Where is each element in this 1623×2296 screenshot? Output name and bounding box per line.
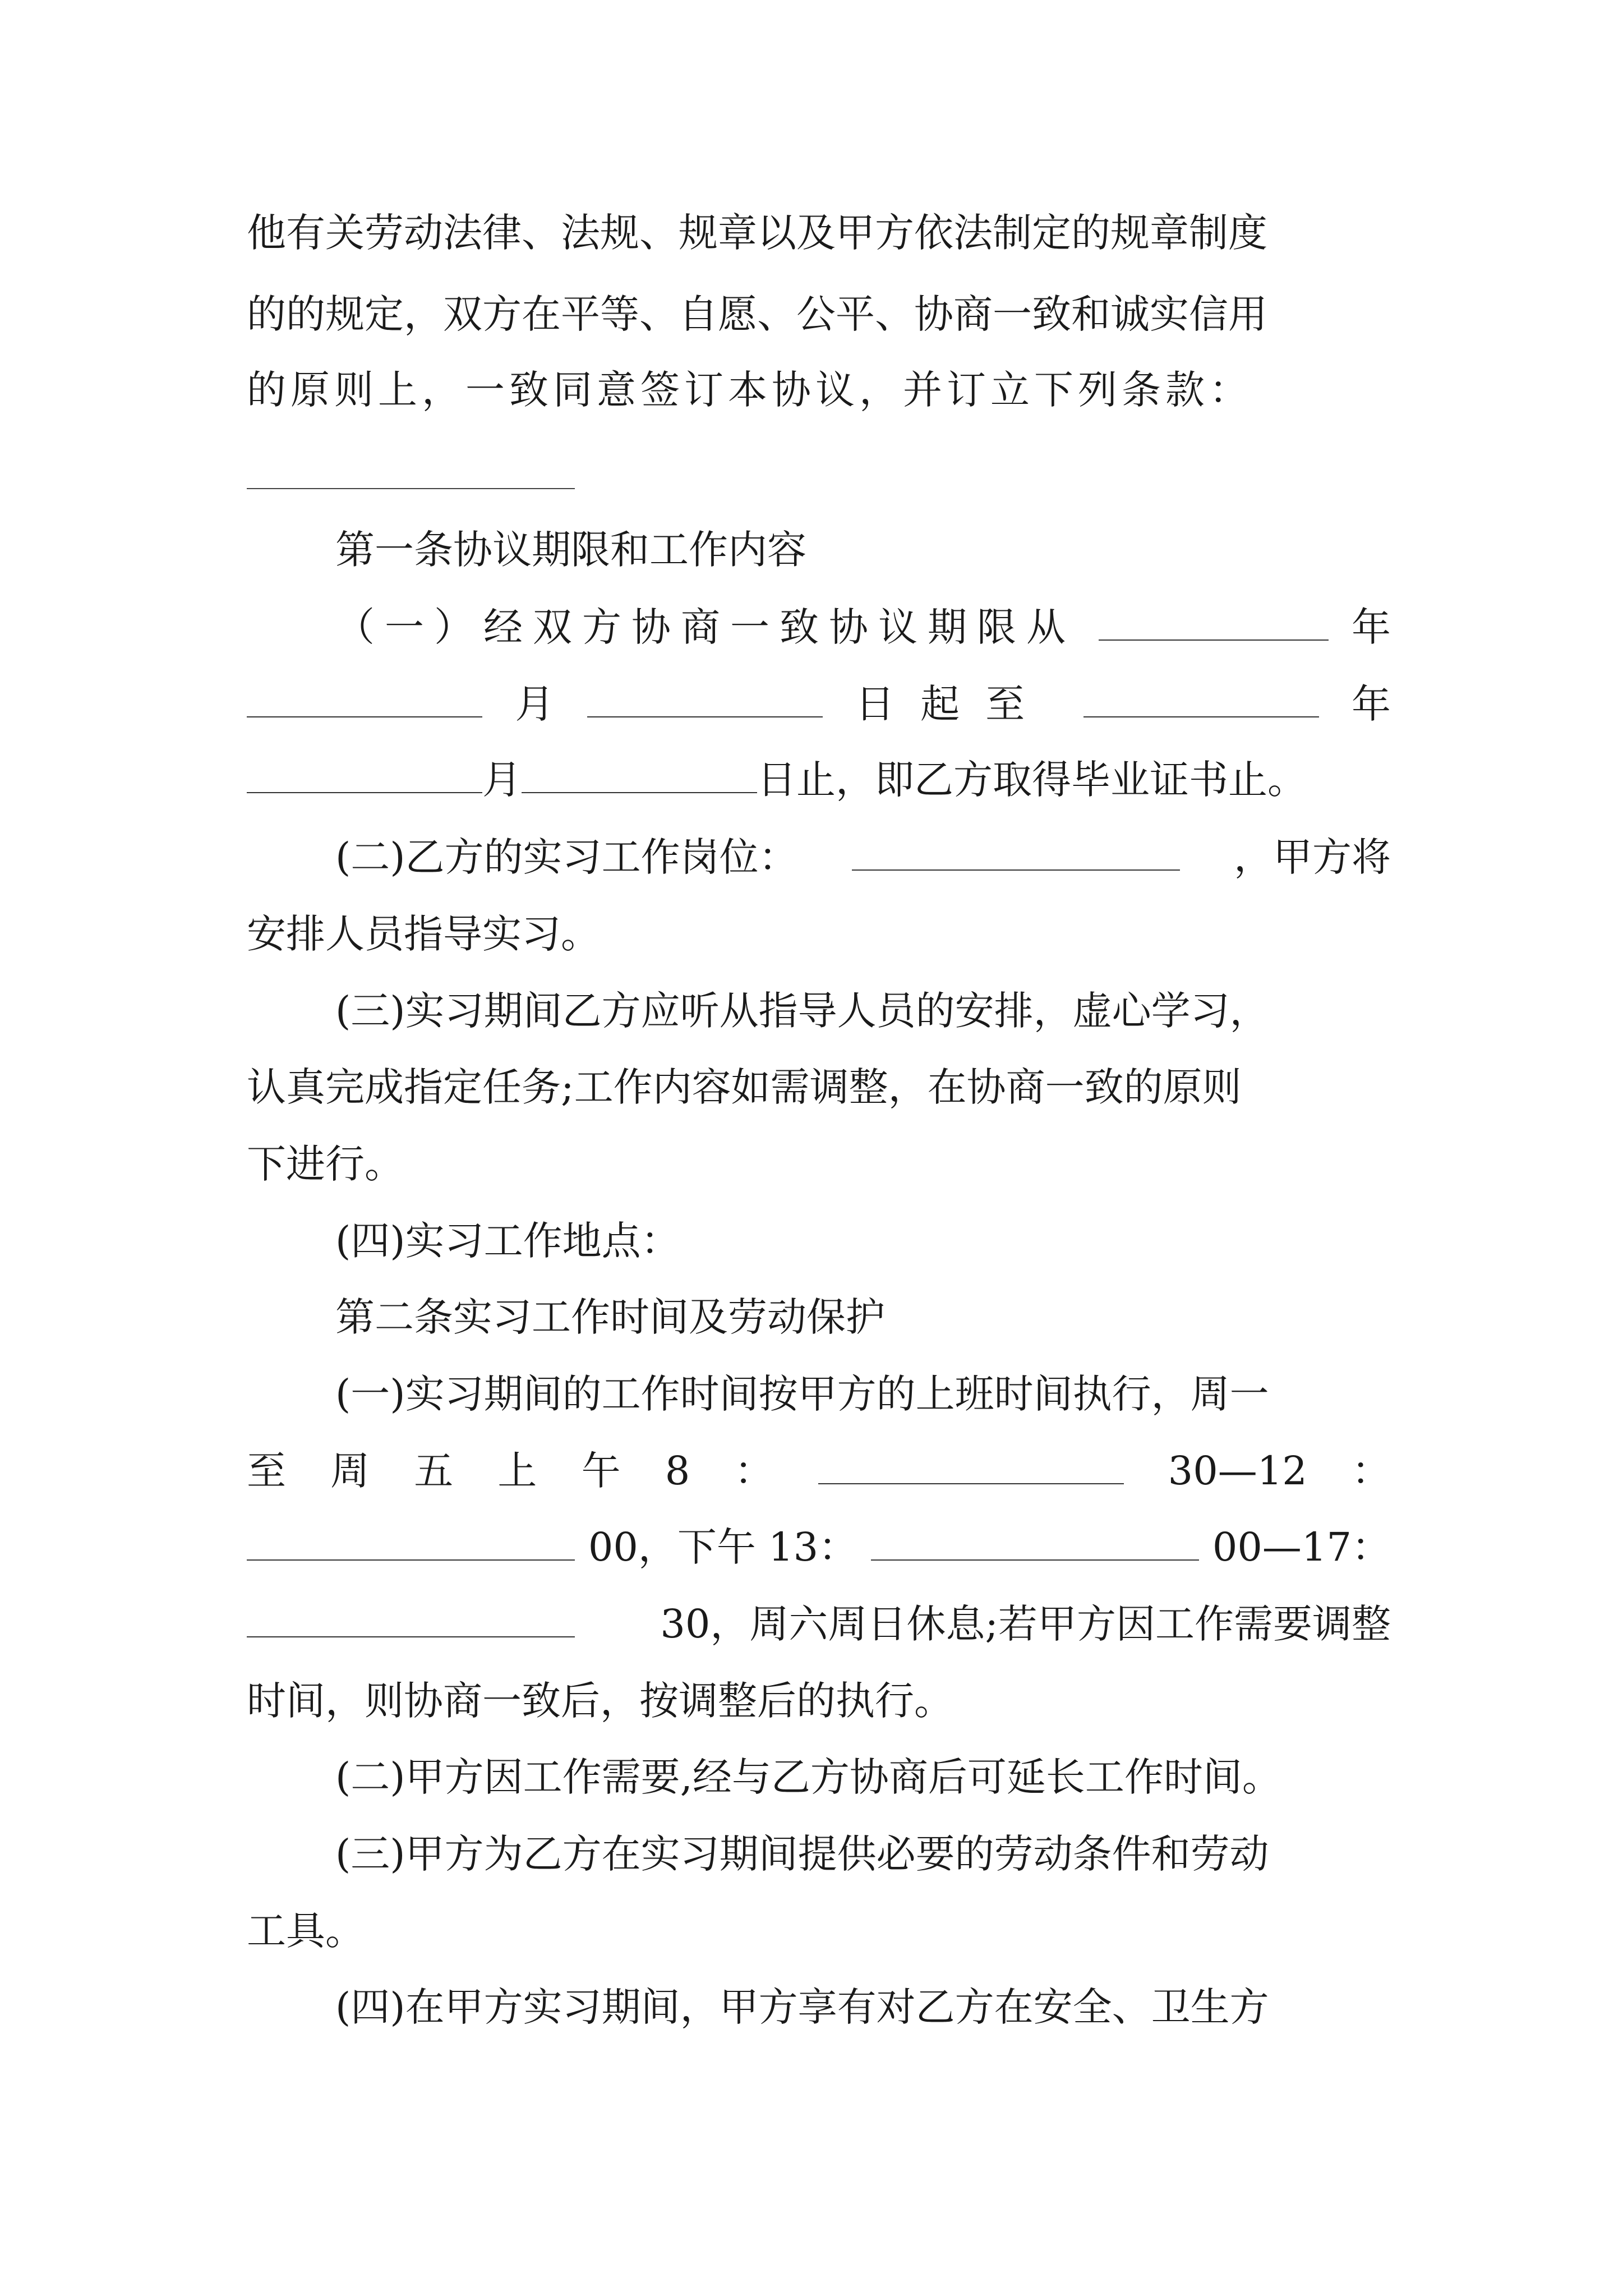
separator-line xyxy=(247,488,575,489)
text-span: 第二条实习工作时间及劳动保护 xyxy=(335,1294,885,1340)
text-span: 的原则上，一致同意签订本协议，并订立下列条款： xyxy=(247,367,1253,413)
text-span: (三)甲方为乙方在实习期间提供必要的劳动条件和劳动 xyxy=(335,1831,1269,1877)
text-line xyxy=(335,1366,1391,1422)
text-span: 月 xyxy=(515,681,555,727)
text-line xyxy=(247,362,1391,418)
text-line xyxy=(247,286,1391,342)
text-span: 时间，则协商一致后，按调整后的执行。 xyxy=(247,1678,953,1724)
text-line xyxy=(335,1826,1391,1882)
clause-2-1-line-4 xyxy=(247,1596,1391,1652)
text-span: (二)乙方的实习工作岗位： xyxy=(335,834,798,880)
blank-time xyxy=(247,1603,575,1637)
clause-1-1-line-1 xyxy=(335,599,1391,655)
blank-start-day xyxy=(587,683,823,717)
text-line xyxy=(247,1059,1391,1115)
blank-start-year xyxy=(1099,606,1329,641)
text-span: 安排人员指导实习。 xyxy=(247,911,600,957)
article-2-title xyxy=(335,1289,1391,1345)
text-line xyxy=(335,983,1391,1039)
text-span: (二)甲方因工作需要,经与乙方协商后可延长工作时间。 xyxy=(335,1754,1281,1800)
clause-1-1-line-2 xyxy=(247,676,1391,732)
clause-1-2-line-1 xyxy=(335,829,1391,885)
text-span: 认真完成指定任务;工作内容如需调整，在协商一致的原则 xyxy=(247,1064,1242,1110)
clause-2-1-line-2 xyxy=(247,1443,1391,1499)
text-span: 周 xyxy=(330,1448,370,1494)
text-span: 上 xyxy=(497,1448,537,1494)
text-line xyxy=(335,1213,1391,1269)
text-span: 00，下午 13： xyxy=(588,1524,858,1570)
text-span: 30—12 xyxy=(1168,1448,1307,1494)
text-span: （一）经双方协商一致协议期限从 xyxy=(335,604,1076,650)
blank-time xyxy=(247,1526,575,1561)
text-span: ，甲方将 xyxy=(1234,834,1391,880)
text-span: 月 xyxy=(482,757,522,803)
text-span: 工具。 xyxy=(247,1908,365,1954)
text-span: 下进行。 xyxy=(247,1141,404,1187)
blank-start-month xyxy=(247,683,482,717)
text-span: 年 xyxy=(1351,681,1391,727)
text-span: 午 xyxy=(581,1448,621,1494)
text-span: 日止，即乙方取得毕业证书止。 xyxy=(757,757,1307,803)
text-span: (三)实习期间乙方应听从指导人员的安排，虚心学习， xyxy=(335,988,1269,1034)
blank-position xyxy=(852,836,1180,871)
text-span: 年 xyxy=(1352,604,1391,650)
text-span: 他有关劳动法律、法规、规章以及甲方依法制定的规章制度 xyxy=(247,210,1267,256)
text-span: ： xyxy=(734,1448,774,1494)
text-line xyxy=(335,1749,1391,1805)
text-span: 00—17： xyxy=(1212,1524,1391,1570)
text-span: 的的规定，双方在平等、自愿、公平、协商一致和诚实信用 xyxy=(247,291,1267,337)
text-line xyxy=(247,906,1391,962)
blank-end-day xyxy=(522,758,757,793)
blank-time xyxy=(871,1526,1199,1561)
text-line xyxy=(247,1903,1391,1959)
blank-time xyxy=(818,1450,1124,1484)
blank-end-month xyxy=(247,758,482,793)
text-span: (一)实习期间的工作时间按甲方的上班时间执行，周一 xyxy=(335,1371,1269,1417)
text-line xyxy=(247,1136,1391,1192)
blank-end-year xyxy=(1083,683,1319,717)
text-span: 至 xyxy=(247,1448,286,1494)
clause-2-1-line-3 xyxy=(247,1519,1391,1575)
text-span: (四)在甲方实习期间，甲方享有对乙方在安全、卫生方 xyxy=(335,1984,1269,2030)
text-span: ： xyxy=(1351,1448,1391,1494)
text-span: 30，周六周日休息;若甲方因工作需要调整 xyxy=(660,1601,1391,1647)
text-span: 日起至 xyxy=(855,681,1051,727)
clause-1-1-line-3 xyxy=(247,752,1413,808)
text-span: 第一条协议期限和工作内容 xyxy=(335,527,806,573)
article-1-title xyxy=(335,522,1391,578)
text-line xyxy=(335,1979,1391,2035)
text-span: 五 xyxy=(414,1448,454,1494)
text-span: 8 xyxy=(665,1448,690,1494)
text-line xyxy=(247,205,1391,261)
text-span: (四)实习工作地点： xyxy=(335,1218,680,1264)
text-line xyxy=(247,1673,1391,1729)
